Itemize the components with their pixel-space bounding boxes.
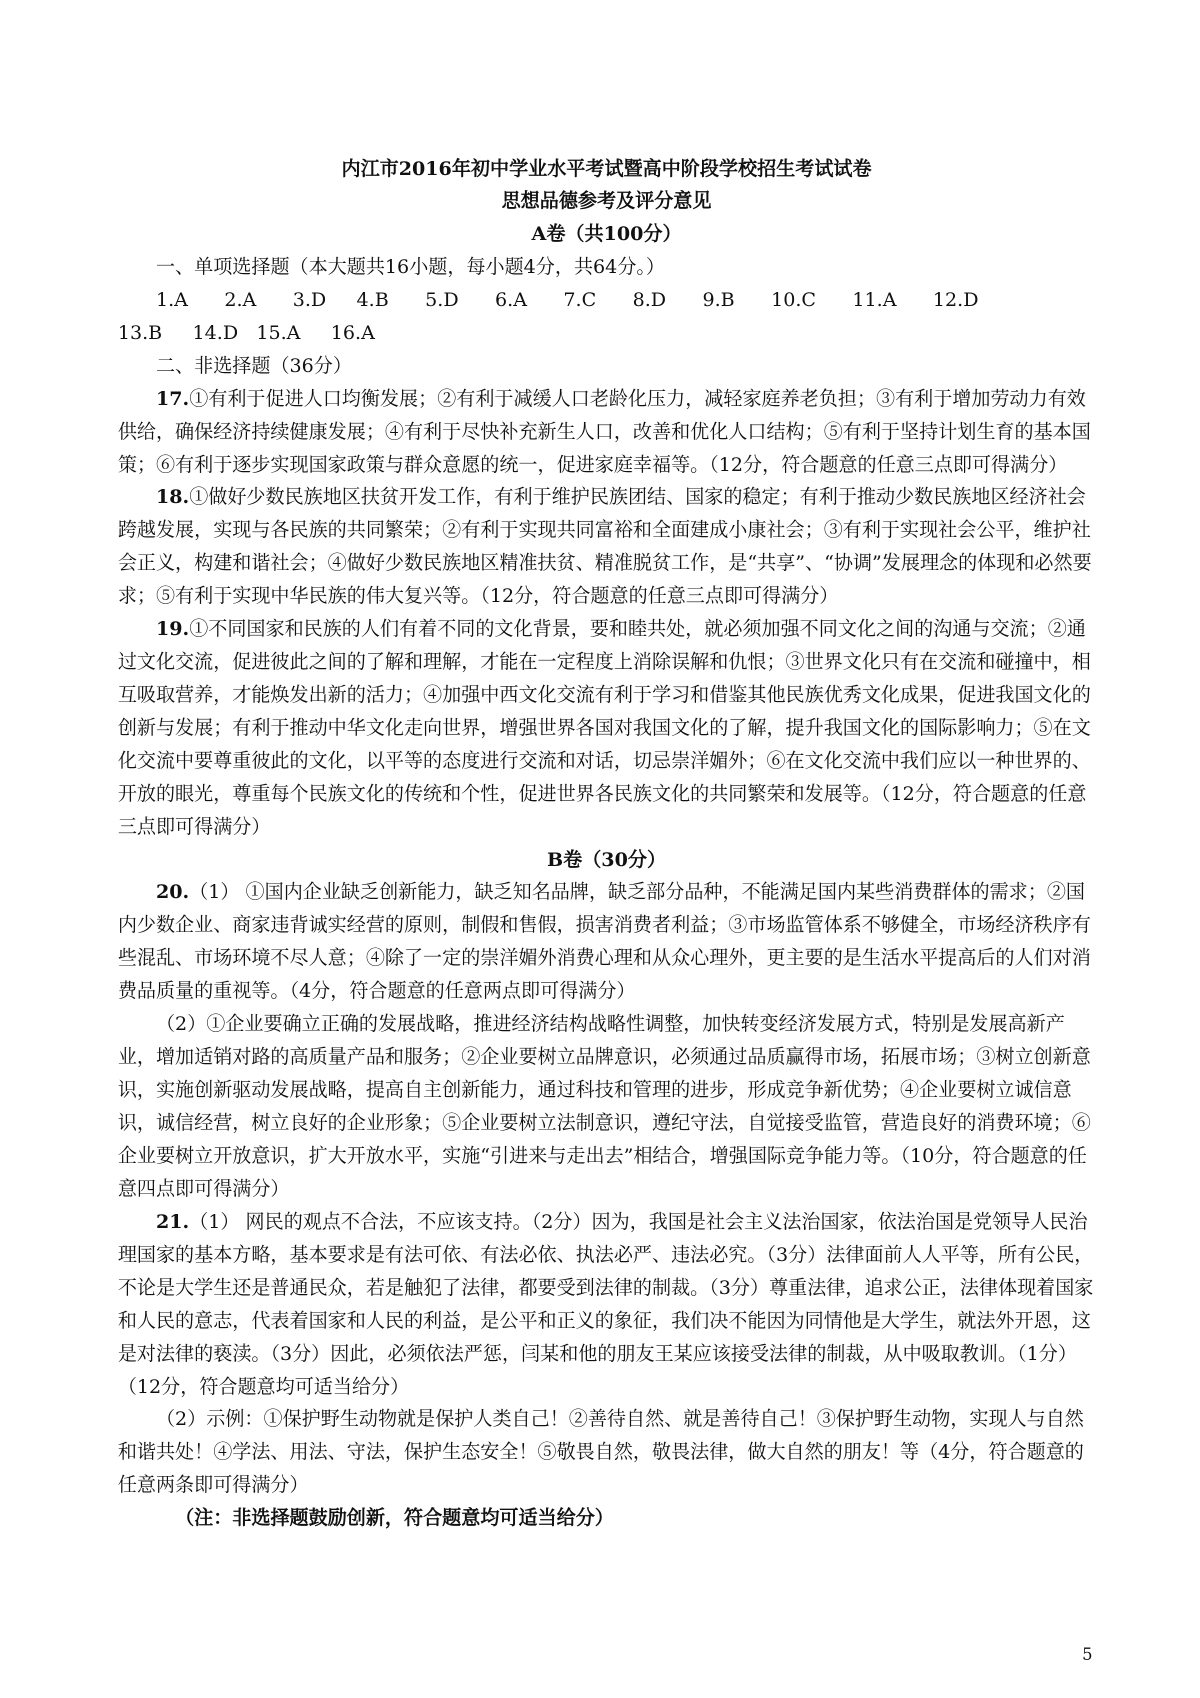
- choice-answers-line-1: 1.A 2.A 3.D 4.B 5.D 6.A 7.C 8.D 9.B 10.C 11.A 12.D: [155, 287, 979, 311]
- section-b-heading: B卷（30分）: [547, 847, 667, 871]
- part1-heading: 一、单项选择题（本大题共16小题，每小题4分，共64分。）: [155, 254, 666, 278]
- document-subtitle: 思想品德参考及评分意见: [501, 189, 712, 213]
- question-21-part-2: （2）示例：①保护野生动物就是保护人类自己！②善待自然、就是善待自己！③保护野生动物，实现人与自然和谐共处！④学法、用法、守法，保护生态安全！⑤敬畏自然，敬畏法律，做大自然的朋友！等（4分，符合题意的任意两条即可得满分）: [117, 1407, 1084, 1497]
- grading-note: （注：非选择题鼓励创新，符合题意均可适当给分）: [175, 1506, 614, 1530]
- question-17-number: 17.: [155, 386, 190, 410]
- question-21-part-1-text: （1） 网民的观点不合法，不应该支持。（2分）因为，我国是社会主义法治国家，依法治国是党领导人民治理国家的基本方略，基本要求是有法可依、有法必依、执法必严、违法必究。（3分）法律面前人人平等，所有公民，不论是大学生还是普通民众，若是触犯了法律，都要受到法律的制裁。（3分）尊重法律，追求公正，法律体现着国家和人民的意志，代表着国家和人民的利益，是公平和正义的象征，我们决不能因为同情他是大学生，就法外开恩，这是对法律的亵渎。（3分）因此，必须依法严惩，闫某和他的朋友王某应该接受法律的制裁，从中吸取教训。（1分）（12分，符合题意均可适当给分）: [117, 1209, 1094, 1398]
- question-19-text: ①不同国家和民族的人们有着不同的文化背景，要和睦共处，就必须加强不同文化之间的沟通与交流；②通过文化交流，促进彼此之间的了解和理解，才能在一定程度上消除误解和仇恨；③世界文化只有在交流和碰撞中，相互吸取营养，才能焕发出新的活力；④加强中西文化交流有利于学习和借鉴其他民族优秀文化成果，促进我国文化的创新与发展；有利于推动中华文化走向世界，增强世界各国对我国文化的了解，提升我国文化的国际影响力；⑤在文化交流中要尊重彼此的文化，以平等的态度进行交流和对话，切忌崇洋媚外；⑥在文化交流中我们应以一种世界的、开放的眼光，尊重每个民族文化的传统和个性，促进世界各民族文化的共同繁荣和发展等。（12分，符合题意的任意三点即可得满分）: [117, 617, 1091, 838]
- choice-answers-line-2: 13.B 14.D 15.A 16.A: [117, 320, 375, 344]
- document-title: 内江市2016年初中学业水平考试暨高中阶段学校招生考试试卷: [341, 156, 872, 180]
- question-17-answer: [118, 383, 1095, 482]
- question-19-answer: [118, 613, 1095, 844]
- question-20-part-2: （2）①企业要确立正确的发展战略，推进经济结构战略性调整，加快转变经济发展方式，特别是发展高新产业，增加适销对路的高质量产品和服务；②企业要树立品牌意识，必须通过品质赢得市场，拓展市场；③树立创新意识，实施创新驱动发展战略，提高自主创新能力，通过科技和管理的进步，形成竞争新优势；④企业要树立诚信意识，诚信经营，树立良好的企业形象；⑤企业要树立法制意识，遵纪守法，自觉接受监管，营造良好的消费环境；⑥企业要树立开放意识，扩大开放水平，实施“引进来与走出去”相结合，增强国际竞争能力等。（10分，符合题意的任意四点即可得满分）: [117, 1012, 1091, 1200]
- question-21-number: 21.: [155, 1209, 190, 1233]
- question-18-answer: [118, 481, 1095, 613]
- question-21-part-1: [118, 1206, 1095, 1404]
- question-18-number: 18.: [155, 485, 190, 509]
- part2-heading: 二、非选择题（36分）: [155, 353, 352, 377]
- question-17-text: ①有利于促进人口均衡发展；②有利于减缓人口老龄化压力，减轻家庭养老负担；③有利于增加劳动力有效供给，确保经济持续健康发展；④有利于尽快补充新生人口，改善和优化人口结构；⑤有利于坚持计划生育的基本国策；⑥有利于逐步实现国家政策与群众意愿的统一，促进家庭幸福等。（12分，符合题意的任意三点即可得满分）: [117, 386, 1091, 476]
- section-a-heading: A卷（共100分）: [531, 222, 682, 246]
- question-19-number: 19.: [155, 617, 190, 641]
- question-20-part-1-text: （1） ①国内企业缺乏创新能力，缺乏知名品牌，缺乏部分品种，不能满足国内某些消费群体的需求；②国内少数企业、商家违背诚实经营的原则，制假和售假，损害消费者利益；③市场监管体系不够健全，市场经济秩序有些混乱、市场环境不尽人意；④除了一定的崇洋媚外消费心理和从众心理外，更主要的是生活水平提高后的人们对消费品质量的重视等。（4分，符合题意的任意两点即可得满分）: [117, 880, 1091, 1003]
- question-20-number: 20.: [155, 880, 190, 904]
- question-18-text: ①做好少数民族地区扶贫开发工作，有利于维护民族团结、国家的稳定；有利于推动少数民族地区经济社会跨越发展，实现与各民族的共同繁荣；②有利于实现共同富裕和全面建成小康社会；③有利于实现社会公平，维护社会正义，构建和谐社会；④做好少数民族地区精准扶贫、精准脱贫工作，是“共享”、“协调”发展理念的体现和必然要求；⑤有利于实现中华民族的伟大复兴等。（12分，符合题意的任意三点即可得满分）: [117, 485, 1092, 608]
- question-20-part-1: [118, 876, 1095, 1008]
- document-body: [118, 153, 1095, 1536]
- page-number: 5: [1082, 1644, 1093, 1664]
